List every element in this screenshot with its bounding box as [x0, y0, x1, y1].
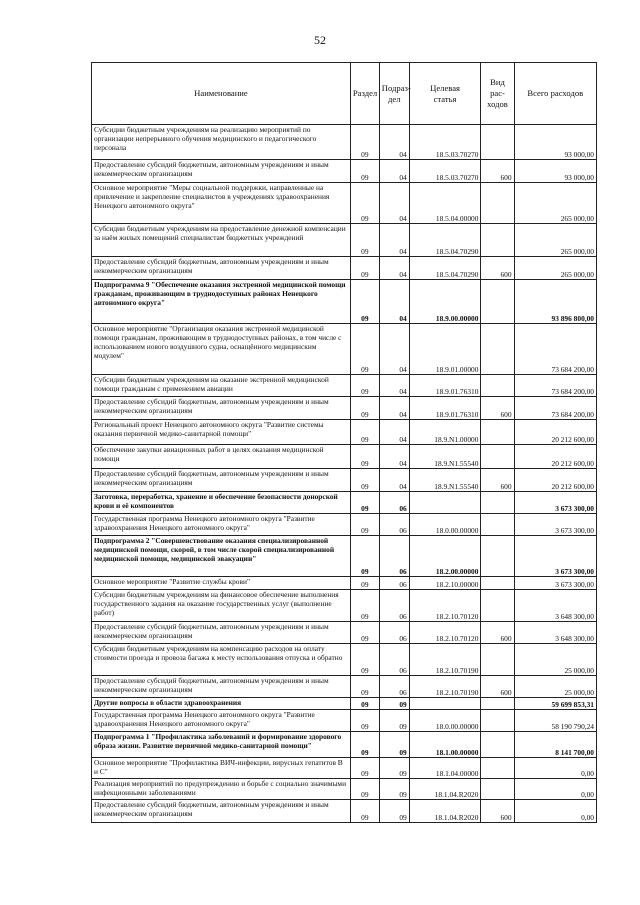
- row-target: 18.9.01.00000: [409, 324, 481, 375]
- row-kind: [481, 779, 514, 800]
- row-section: 09: [350, 779, 379, 800]
- row-target: 18.5.03.70270: [409, 160, 481, 183]
- table-row: [92, 224, 597, 257]
- row-target: 18.5.04.00000: [409, 183, 481, 224]
- header-name: Наименование: [92, 63, 351, 125]
- row-section: 09: [350, 224, 379, 257]
- row-target: 18.9.01.76310: [409, 397, 481, 420]
- header-subsection: Подраз- дел: [379, 63, 409, 125]
- row-section: 09: [350, 644, 379, 676]
- table-row: [92, 800, 597, 823]
- table-row: [92, 469, 597, 492]
- row-total: 3 673 300,00: [514, 492, 596, 514]
- row-kind: [481, 224, 514, 257]
- row-kind: 600: [481, 800, 514, 823]
- table-row: [92, 779, 597, 800]
- table-row: [92, 676, 597, 698]
- row-name: Заготовка, переработка, хранение и обеспечение безопасности донорской крови и её компонентов: [92, 492, 351, 514]
- row-name: Субсидии бюджетным учреждениям на финансовое обеспечение выполнения государственного задания на оказание государственных услуг (выполнение работ): [92, 590, 351, 622]
- row-name: Предоставление субсидий бюджетным, автономным учреждениям и иным некоммерческим организациям: [92, 160, 351, 183]
- row-kind: [481, 514, 514, 536]
- row-section: 09: [350, 676, 379, 698]
- row-section: 09: [350, 492, 379, 514]
- row-total: 58 190 790,24: [514, 710, 596, 732]
- row-total: 73 684 200,00: [514, 324, 596, 375]
- row-section: 09: [350, 710, 379, 732]
- row-target: [409, 698, 481, 710]
- row-subsection: 04: [379, 397, 409, 420]
- row-section: 09: [350, 800, 379, 823]
- row-kind: [481, 590, 514, 622]
- row-subsection: 04: [379, 469, 409, 492]
- row-kind: 600: [481, 469, 514, 492]
- table-row: [92, 125, 597, 160]
- row-target: 18.1.04.R2020: [409, 779, 481, 800]
- row-target: 18.9.N1.55540: [409, 469, 481, 492]
- row-subsection: 06: [379, 644, 409, 676]
- row-kind: [481, 492, 514, 514]
- row-kind: 600: [481, 257, 514, 280]
- row-target: 18.5.04.70290: [409, 224, 481, 257]
- row-target: 18.2.00.00000: [409, 536, 481, 577]
- row-name: Подпрограмма 9 "Обеспечение оказания экстренной медицинской помощи гражданам, проживающим в труднодоступных районах Ненецкого автономного округа": [92, 280, 351, 324]
- row-section: 09: [350, 375, 379, 397]
- row-section: 09: [350, 183, 379, 224]
- table-row: [92, 183, 597, 224]
- header-total: Всего расходов: [514, 63, 596, 125]
- table-row: [92, 698, 597, 710]
- row-target: 18.9.00.00000: [409, 280, 481, 324]
- row-subsection: 06: [379, 622, 409, 644]
- row-name: Обеспечение закупки авиационных работ в целях оказания медицинской помощи: [92, 445, 351, 469]
- row-kind: 600: [481, 622, 514, 644]
- row-subsection: 09: [379, 732, 409, 758]
- row-total: 73 684 200,00: [514, 397, 596, 420]
- header-row: [92, 63, 597, 125]
- row-kind: 600: [481, 160, 514, 183]
- row-section: 09: [350, 622, 379, 644]
- table-row: [92, 622, 597, 644]
- row-section: 09: [350, 324, 379, 375]
- row-total: 20 212 600,00: [514, 469, 596, 492]
- row-name: Основное мероприятие "Организация оказания экстренной медицинской помощи гражданам, проживающим в труднодоступных районах, в том числе с использованием нового воздушного судна, оснащённого медицинским модулем": [92, 324, 351, 375]
- table-row: [92, 375, 597, 397]
- row-subsection: 06: [379, 590, 409, 622]
- row-section: 09: [350, 758, 379, 779]
- table-row: [92, 577, 597, 590]
- row-name: Основное мероприятие "Меры социальной поддержки, направленные на привлечение и закрепление специалистов в учреждениях здравоохранения Ненецкого автономного округа": [92, 183, 351, 224]
- row-section: 09: [350, 590, 379, 622]
- row-subsection: 09: [379, 779, 409, 800]
- row-subsection: 06: [379, 536, 409, 577]
- table-row: [92, 732, 597, 758]
- row-total: 3 648 300,00: [514, 590, 596, 622]
- row-total: 0,00: [514, 758, 596, 779]
- row-section: 09: [350, 445, 379, 469]
- row-target: 18.2.10.00000: [409, 577, 481, 590]
- row-section: 09: [350, 536, 379, 577]
- row-target: 18.9.N1.55540: [409, 445, 481, 469]
- row-target: 18.1.04.00000: [409, 758, 481, 779]
- table-row: [92, 280, 597, 324]
- row-subsection: 04: [379, 160, 409, 183]
- row-subsection: 09: [379, 800, 409, 823]
- row-subsection: 09: [379, 710, 409, 732]
- table-row: [92, 536, 597, 577]
- row-kind: [481, 758, 514, 779]
- row-total: 25 000,00: [514, 644, 596, 676]
- header-kind: Вид рас- ходов: [481, 63, 514, 125]
- row-name: Подпрограмма 2 "Совершенствование оказания специализированной медицинской помощи, скорой, в том числе скорой специализированной медицинской помощи, медицинской эвакуации": [92, 536, 351, 577]
- page-number: 52: [314, 33, 326, 47]
- row-kind: 600: [481, 397, 514, 420]
- row-subsection: 09: [379, 758, 409, 779]
- row-kind: [481, 732, 514, 758]
- row-target: 18.2.10.70190: [409, 676, 481, 698]
- table-row: [92, 420, 597, 445]
- row-total: 265 000,00: [514, 257, 596, 280]
- row-name: Региональный проект Ненецкого автономного округа "Развитие системы оказания первичной медико-санитарной помощи": [92, 420, 351, 445]
- row-kind: [481, 644, 514, 676]
- row-total: 93 896 800,00: [514, 280, 596, 324]
- row-section: 09: [350, 420, 379, 445]
- budget-table: [91, 62, 597, 823]
- row-total: 265 000,00: [514, 224, 596, 257]
- row-subsection: 06: [379, 514, 409, 536]
- row-total: 93 000,00: [514, 160, 596, 183]
- row-target: 18.2.10.70190: [409, 644, 481, 676]
- row-subsection: 04: [379, 375, 409, 397]
- row-total: 20 212 600,00: [514, 445, 596, 469]
- row-subsection: 06: [379, 577, 409, 590]
- row-total: 73 684 200,00: [514, 375, 596, 397]
- row-name: Предоставление субсидий бюджетным, автономным учреждениям и иным некоммерческим организациям: [92, 622, 351, 644]
- row-section: 09: [350, 280, 379, 324]
- row-kind: [481, 445, 514, 469]
- row-name: Субсидии бюджетным учреждениям на реализацию мероприятий по организации непрерывного обучения медицинского и педагогического персонала: [92, 125, 351, 160]
- row-kind: [481, 324, 514, 375]
- row-target: 18.2.10.70120: [409, 622, 481, 644]
- row-section: 09: [350, 397, 379, 420]
- row-section: 09: [350, 698, 379, 710]
- row-name: Государственная программа Ненецкого автономного округа "Развитие здравоохранения Ненецкого автономного округа": [92, 710, 351, 732]
- row-target: 18.1.00.00000: [409, 732, 481, 758]
- row-subsection: 04: [379, 183, 409, 224]
- row-kind: [481, 710, 514, 732]
- row-kind: [481, 536, 514, 577]
- row-total: 93 000,00: [514, 125, 596, 160]
- row-name: Субсидии бюджетным учреждениям на предоставление денежной компенсации за наём жилых помещений специалистам бюджетных учреждений: [92, 224, 351, 257]
- row-kind: [481, 125, 514, 160]
- row-total: 59 699 853,31: [514, 698, 596, 710]
- row-kind: [481, 183, 514, 224]
- row-subsection: 04: [379, 125, 409, 160]
- row-subsection: 06: [379, 676, 409, 698]
- row-section: 09: [350, 577, 379, 590]
- row-total: 20 212 600,00: [514, 420, 596, 445]
- header-section: Раздел: [350, 63, 379, 125]
- table-row: [92, 257, 597, 280]
- row-name: Предоставление субсидий бюджетным, автономным учреждениям и иным некоммерческим организациям: [92, 676, 351, 698]
- header-target: Целевая статья: [409, 63, 481, 125]
- row-name: Основное мероприятие "Профилактика ВИЧ-инфекции, вирусных гепатитов В и С": [92, 758, 351, 779]
- row-subsection: 04: [379, 257, 409, 280]
- row-name: Субсидии бюджетным учреждениям на компенсацию расходов на оплату стоимости проезда и провоза багажа к месту использования отпуска и обратно: [92, 644, 351, 676]
- row-subsection: 09: [379, 698, 409, 710]
- row-kind: [481, 577, 514, 590]
- row-name: Подпрограмма 1 "Профилактика заболеваний и формирование здорового образа жизни. Развитие первичной медико-санитарной помощи": [92, 732, 351, 758]
- row-target: 18.9.01.76310: [409, 375, 481, 397]
- row-target: 18.5.04.70290: [409, 257, 481, 280]
- row-total: 0,00: [514, 800, 596, 823]
- row-target: 18.5.03.70270: [409, 125, 481, 160]
- row-kind: [481, 420, 514, 445]
- row-name: Предоставление субсидий бюджетным, автономным учреждениям и иным некоммерческим организациям: [92, 257, 351, 280]
- row-kind: [481, 280, 514, 324]
- row-subsection: 06: [379, 492, 409, 514]
- row-name: Основное мероприятие "Развитие службы крови": [92, 577, 351, 590]
- row-subsection: 04: [379, 445, 409, 469]
- row-section: 09: [350, 469, 379, 492]
- row-target: 18.1.04.R2020: [409, 800, 481, 823]
- row-section: 09: [350, 514, 379, 536]
- row-section: 09: [350, 125, 379, 160]
- table-row: [92, 758, 597, 779]
- row-section: 09: [350, 257, 379, 280]
- row-target: [409, 492, 481, 514]
- row-subsection: 04: [379, 420, 409, 445]
- row-section: 09: [350, 160, 379, 183]
- table-row: [92, 445, 597, 469]
- row-target: 18.0.00.00000: [409, 514, 481, 536]
- row-target: 18.0.00.00000: [409, 710, 481, 732]
- table-row: [92, 324, 597, 375]
- row-kind: 600: [481, 676, 514, 698]
- row-subsection: 04: [379, 280, 409, 324]
- row-name: Реализация мероприятий по предупреждению и борьбе с социально значимыми инфекционными заболеваниями: [92, 779, 351, 800]
- row-name: Субсидии бюджетным учреждениям на оказание экстренной медицинской помощи гражданам с применением авиации: [92, 375, 351, 397]
- row-name: Другие вопросы в области здравоохранения: [92, 698, 351, 710]
- table-row: [92, 160, 597, 183]
- row-kind: [481, 698, 514, 710]
- row-name: Предоставление субсидий бюджетным, автономным учреждениям и иным некоммерческим организациям: [92, 469, 351, 492]
- row-name: Государственная программа Ненецкого автономного округа "Развитие здравоохранения Ненецкого автономного округа": [92, 514, 351, 536]
- row-total: 25 000,00: [514, 676, 596, 698]
- row-section: 09: [350, 732, 379, 758]
- row-total: 3 673 300,00: [514, 577, 596, 590]
- row-subsection: 04: [379, 324, 409, 375]
- table-row: [92, 644, 597, 676]
- row-total: 3 673 300,00: [514, 536, 596, 577]
- row-target: 18.9.N1.00000: [409, 420, 481, 445]
- table-row: [92, 492, 597, 514]
- table-row: [92, 397, 597, 420]
- row-total: 265 000,00: [514, 183, 596, 224]
- row-total: 0,00: [514, 779, 596, 800]
- table-row: [92, 514, 597, 536]
- table-row: [92, 590, 597, 622]
- row-target: 18.2.10.70120: [409, 590, 481, 622]
- row-name: Предоставление субсидий бюджетным, автономным учреждениям и иным некоммерческим организациям: [92, 800, 351, 823]
- row-total: 3 673 300,00: [514, 514, 596, 536]
- row-name: Предоставление субсидий бюджетным, автономным учреждениям и иным некоммерческим организациям: [92, 397, 351, 420]
- row-total: 8 141 700,00: [514, 732, 596, 758]
- row-total: 3 648 300,00: [514, 622, 596, 644]
- row-kind: [481, 375, 514, 397]
- row-subsection: 04: [379, 224, 409, 257]
- table-row: [92, 710, 597, 732]
